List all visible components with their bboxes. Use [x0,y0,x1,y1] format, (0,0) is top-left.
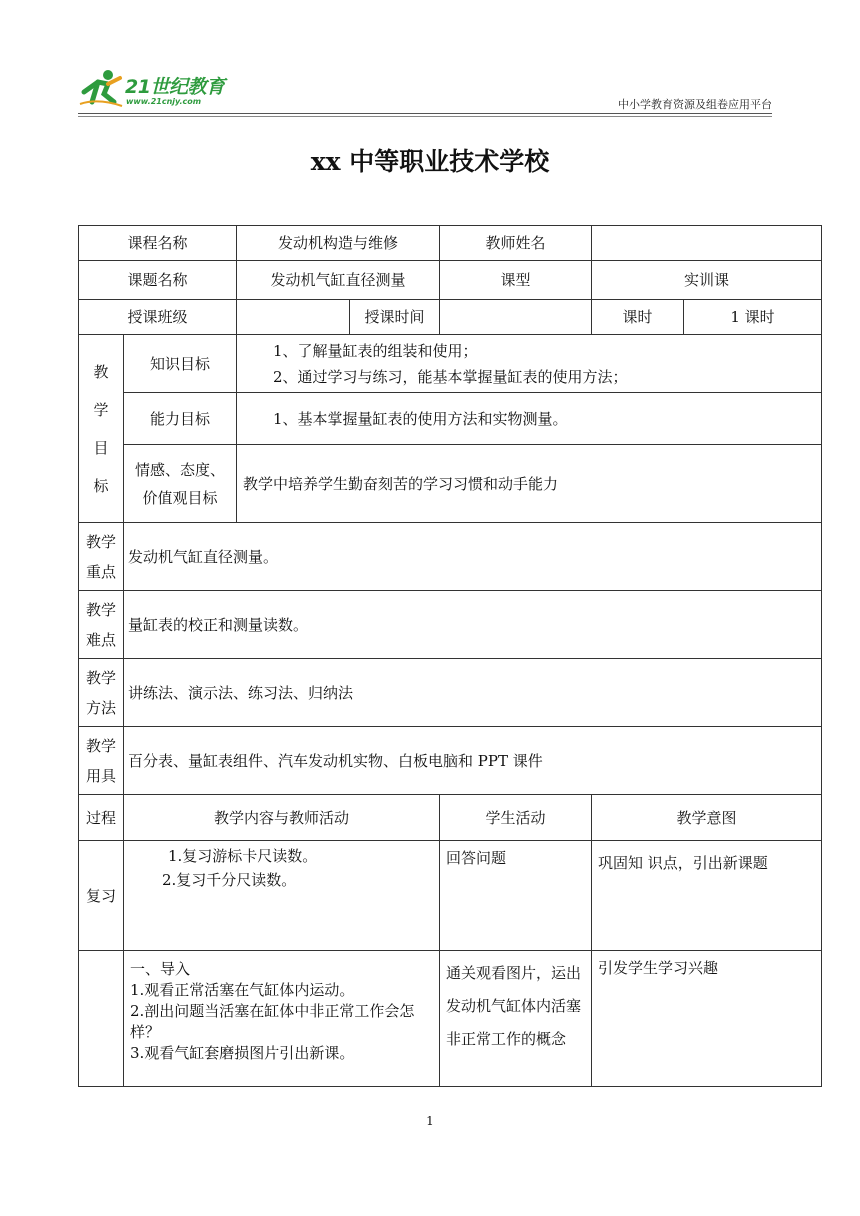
section-label-line: 教学 [85,736,116,755]
section-label-line: 重点 [85,562,116,581]
table-row [79,393,822,445]
class-label: 授课班级 [79,300,237,335]
logo [78,66,248,112]
key-point-content: 发动机气缸直径测量。 [124,523,822,591]
header-divider-thin [78,116,772,117]
emotion-content: 教学中培养学生勤奋刻苦的学习习惯和动手能力 [237,445,822,523]
topic-value: 发动机气缸直径测量 [237,261,440,300]
table-row [79,841,822,951]
page-title: xx 中等职业技术学校 [310,147,550,176]
intro-intent: 引发学生学习兴趣 [592,951,822,1087]
time-value [440,300,592,335]
intro-student: 通关观看图片，运出发动机气缸体内活塞非正常工作的概念 [440,951,592,1087]
section-label-line: 方法 [85,698,116,717]
table-row [79,445,822,523]
review-label: 复习 [79,841,124,951]
course-name-label: 课程名称 [79,226,237,261]
review-intent: 巩固知 识点，引出新课题 [592,841,822,951]
table-row [79,727,822,795]
topic-label: 课题名称 [79,261,237,300]
section-label-line: 教学 [85,600,116,619]
type-value: 实训课 [592,261,822,300]
ability-label: 能力目标 [124,393,237,445]
lesson-plan-table [78,225,822,1087]
objectives-char: 教 [93,362,109,381]
section-label-line: 教学 [85,532,116,551]
intro-line: 3.观看气缸套磨损图片引出新课。 [130,1044,355,1062]
objectives-char: 学 [93,400,109,419]
hours-value: 1 课时 [684,300,822,335]
teacher-value [592,226,822,261]
table-row [79,261,822,300]
difficulty-content: 量缸表的校正和测量读数。 [124,591,822,659]
ability-content: 1、基本掌握量缸表的使用方法和实物测量。 [237,393,822,445]
intent-header: 教学意图 [592,795,822,841]
section-label [79,591,124,659]
knowledge-content [237,335,822,393]
logo-url: www.21cnjy.com [126,97,202,106]
page-number: 1 [426,1114,434,1128]
teacher-label: 教师姓名 [440,226,592,261]
method-content: 讲练法、演示法、练习法、归纳法 [124,659,822,727]
table-row [79,523,822,591]
class-value [237,300,350,335]
content-header: 教学内容与教师活动 [124,795,440,841]
objectives-label [79,335,124,523]
knowledge-label: 知识目标 [124,335,237,393]
emotion-label-line: 价值观目标 [142,488,218,507]
table-row [79,335,822,393]
table-row [79,591,822,659]
intro-content [124,951,440,1087]
section-label [79,659,124,727]
review-line: 2.复习千分尺读数。 [162,871,297,889]
hours-label: 课时 [592,300,684,335]
objectives-char: 目 [93,438,109,457]
emotion-label-line: 情感、态度、 [135,460,226,479]
review-content [124,841,440,951]
table-row [79,951,822,1087]
tools-content: 百分表、量缸表组件、汽车发动机实物、白板电脑和 PPT 课件 [124,727,822,795]
platform-label: 中小学教育资源及组卷应用平台 [618,98,772,111]
type-label: 课型 [440,261,592,300]
intro-line: 1.观看正常活塞在气缸体内运动。 [130,981,355,999]
table-row [79,300,822,335]
section-label-line: 用具 [85,766,116,785]
page-header [78,66,772,114]
knowledge-line: 1、了解量缸表的组装和使用； [273,341,478,360]
table-row [79,226,822,261]
intro-label [79,951,124,1087]
table-row [79,795,822,841]
table-row [79,659,822,727]
section-label-line: 难点 [85,630,116,649]
time-label: 授课时间 [350,300,440,335]
section-label [79,727,124,795]
intro-line: 2.剖出问题当活塞在缸体中非正常工作会怎样？ [130,1002,415,1041]
process-header: 过程 [79,795,124,841]
section-label-line: 教学 [85,668,116,687]
emotion-label [124,445,237,523]
review-student: 回答问题 [440,841,592,951]
knowledge-line: 2、通过学习与练习，能基本掌握量缸表的使用方法； [273,367,628,386]
header-divider [78,113,772,114]
course-name-value: 发动机构造与维修 [237,226,440,261]
intro-line: 一、导入 [130,960,191,978]
runner-logo-icon [78,68,124,108]
review-line: 1.复习游标卡尺读数。 [168,847,318,865]
section-label [79,523,124,591]
objectives-char: 标 [93,476,109,495]
logo-text: 21世纪教育 [125,76,225,98]
student-header: 学生活动 [440,795,592,841]
